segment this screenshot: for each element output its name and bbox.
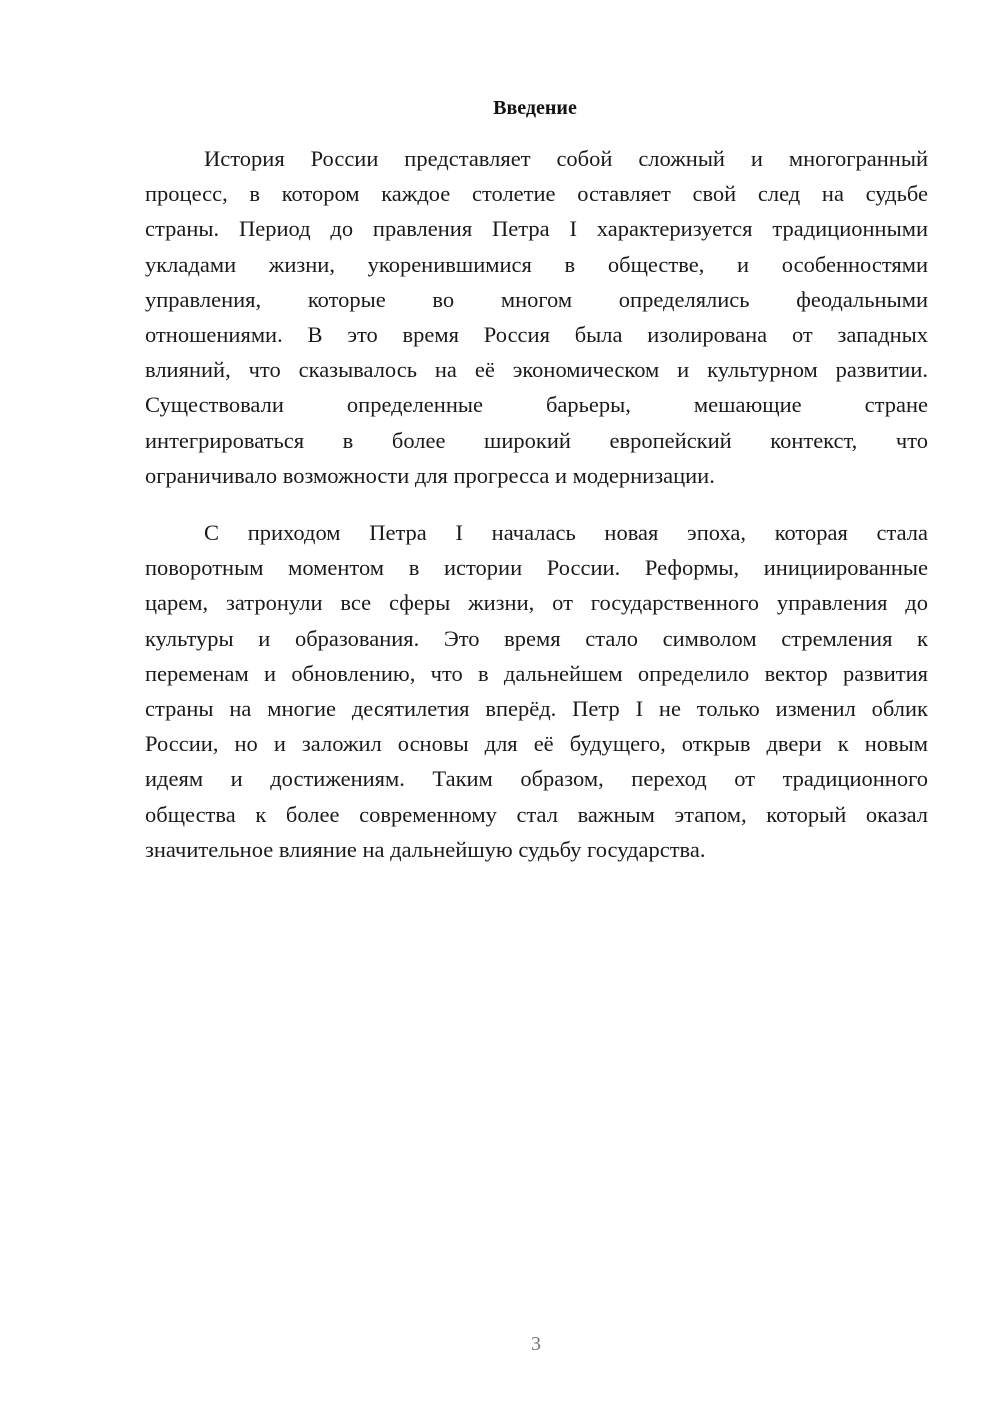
text-line: С приходом Петра I началась новая эпоха, которая стала [204, 520, 928, 545]
text-line: общества к более современному стал важным этапом, который оказал [145, 801, 928, 827]
text-line: страны. Период до правления Петра I характеризуется традиционными [145, 216, 928, 242]
text-line: переменам и обновлению, что в дальнейшем определило вектор развития [145, 660, 928, 686]
text-line: идеям и достижениям. Таким образом, переход от традиционного [145, 766, 928, 792]
text-line: страны на многие десятилетия вперёд. Петр I не только изменил облик [145, 695, 928, 721]
section-title: Введение [493, 97, 577, 119]
page-number: 3 [531, 1333, 541, 1355]
paragraph-1 [145, 141, 928, 493]
text-line: История России представляет собой сложный и многогранный [204, 146, 928, 171]
text-line: влияний, что сказывалось на её экономическом и культурном развитии. [145, 357, 928, 383]
text-line: отношениями. В это время Россия была изолирована от западных [145, 321, 928, 347]
text-line: Существовали определенные барьеры, мешающие стране [145, 392, 928, 418]
text-line: культуры и образования. Это время стало символом стремления к [145, 625, 928, 651]
text-line: укладами жизни, укоренившимися в обществе, и особенностями [145, 251, 928, 277]
text-line: царем, затронули все сферы жизни, от государственного управления до [145, 590, 928, 616]
text-line: ограничивало возможности для прогресса и модернизации. [145, 462, 715, 488]
paragraph-2 [145, 515, 928, 867]
text-line: поворотным моментом в истории России. Реформы, инициированные [145, 555, 928, 581]
text-line: процесс, в котором каждое столетие оставляет свой след на судьбе [145, 181, 928, 207]
text-line: значительное влияние на дальнейшую судьбу государства. [145, 836, 706, 862]
text-line: управления, которые во многом определялись феодальными [145, 286, 928, 312]
text-line: России, но и заложил основы для её будущего, открыв двери к новым [145, 731, 928, 757]
text-line: интегрироваться в более широкий европейский контекст, что [145, 427, 928, 453]
